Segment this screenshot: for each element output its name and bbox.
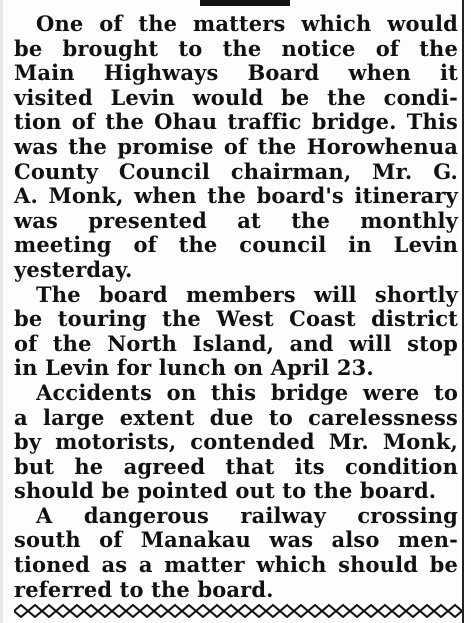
article-line: tion of the Ohau traffic bridge. This	[14, 109, 458, 135]
article-line: referred to the board.	[14, 576, 274, 602]
article-line: in Levin for lunch on April 23.	[14, 355, 374, 381]
article-line: south of Manakau was also men-	[14, 527, 458, 553]
article-line: visited Levin would be the condi-	[14, 84, 458, 110]
article-line: was the promise of the Horowhenua	[14, 133, 458, 159]
article-line: by motorists, contended Mr. Monk,	[14, 429, 458, 455]
article-body	[14, 12, 458, 602]
zigzag-stroke	[14, 611, 462, 617]
article-line: tioned as a matter which should be	[14, 552, 458, 578]
page-edge	[0, 0, 3, 623]
article-line: Main Highways Board when it	[14, 60, 458, 86]
article-line: Accidents on this bridge were to	[36, 379, 458, 405]
zigzag-ornament-rule	[14, 604, 462, 618]
article-line: should be pointed out to the board.	[14, 478, 437, 504]
article-line: be touring the West Coast district	[14, 306, 458, 332]
article-line: County Council chairman, Mr. G.	[14, 158, 458, 184]
article-line: A dangerous railway crossing	[36, 502, 458, 528]
article-line: One of the matters which would	[36, 11, 458, 36]
article-line: meeting of the council in Levin	[14, 232, 458, 258]
top-rule	[200, 0, 290, 6]
article-line: be brought to the notice of the	[14, 35, 458, 61]
article-line: A. Monk, when the board's itinerary	[14, 183, 458, 209]
article-line: of the North Island, and will stop	[14, 330, 458, 356]
column-rule	[462, 0, 464, 623]
article-line: yesterday.	[14, 256, 133, 282]
article-line: but he agreed that its condition	[14, 453, 458, 479]
article-line: was presented at the monthly	[14, 207, 458, 233]
article-line: a large extent due to carelessness	[14, 404, 458, 430]
article-line: The board members will shortly	[36, 281, 458, 307]
